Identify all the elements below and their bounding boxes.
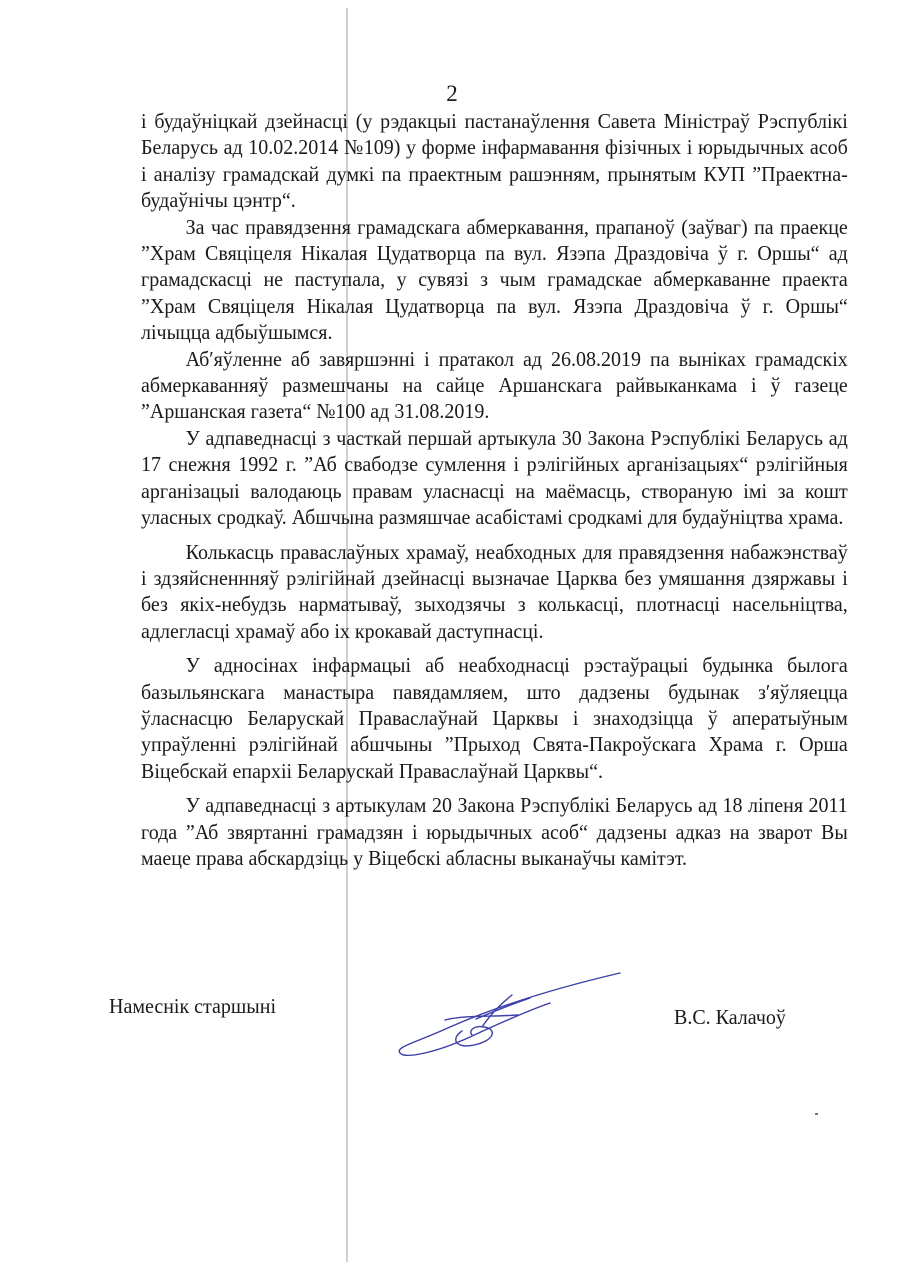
page-number: 2 [446, 81, 458, 106]
paragraph-1: і будаўніцкай дзейнасці (у рэдакцыі пастанаўлення Савета Міністраў Рэспублікі Беларусь ад 10.02.2014 №109) у форме інфармавання фізічных і юрыдычных асоб і аналізу грамадскай думкі па праектным рашэнням, прынятым КУП ”Праектна-будаўнічы цэнтр“. [141, 109, 848, 213]
paragraph-6: У адносінах інфармацыі аб неабходнасці рэстаўрацыі будынка былога базыльянскага манастыра павядамляем, што дадзены будынак з′яўляецца ўласнасцю Беларускай Праваслаўнай Царквы і знаходзіцца ў аператыўным упраўленні рэлігійнай абшчыны ”Прыход Свята-Пакроўскага Храма г. Орша Віцебскай епархіі Беларускай Праваслаўнай Царквы“. [141, 653, 848, 783]
signatory-position: Намеснік старшыні [109, 994, 277, 1018]
letter-body [141, 108, 848, 871]
paragraph-3: Аб′яўленне аб завяршэнні і пратакол ад 26.08.2019 па выніках грамадскіх абмеркаванняў размешчаны на сайце Аршанскага райвыканкама і ў газеце ”Аршанская газета“ №100 ад 31.08.2019. [141, 346, 848, 424]
signatory-name: В.С. Калачоў [674, 1005, 786, 1029]
paragraph-7: У адпаведнасці з артыкулам 20 Закона Рэспублікі Беларусь ад 18 ліпеня 2011 года ”Аб звяртанні грамадзян і юрыдычных асоб“ дадзены адказ на зварот Вы маеце права абскардзіць у Віцебскі абласны выканаўчы камітэт. [141, 793, 848, 870]
scan-artifact [815, 1113, 818, 1115]
paragraph-4: У адпаведнасці з часткай першай артыкула 30 Закона Рэспублікі Беларусь ад 17 снежня 1992 г. ”Аб свабодзе сумлення і рэлігійных арганізацыях“ рэлігійныя арганізацыі валодаюць правам уласнасці на маёмасць, створаную імі за кошт уласных сродкаў. Абшчына размяшчае асабістамі сродкамі для будаўніцтва храма. [141, 425, 848, 530]
paragraph-2: За час правядзення грамадскага абмеркавання, прапаноў (заўваг) па праекце ”Храм Свяціцеля Нікалая Цудатворца па вул. Язэпа Драздовіча ў г. Оршы“ ад грамадскасці не паступала, у сувязі з чым грамадскае абмеркаванне праекта ”Храм Свяціцеля Нікалая Цудатворца па вул. Язэпа Драздовіча ў г. Оршы“ лічыцца адбыўшымся. [141, 214, 848, 345]
handwritten-signature [390, 965, 625, 1060]
paragraph-5: Колькасць праваслаўных храмаў, неабходных для правядзення набажэнстваў і здзяйсненнняў рэлігійнай дзейнасці вызначае Царква без умяшання дзяржавы і без якіх-небудзь нарматываў, зыходзячы з колькасці, плотнасці насельніцтва, адлегласці храмаў або іх крокавай даступнасці. [141, 539, 848, 643]
